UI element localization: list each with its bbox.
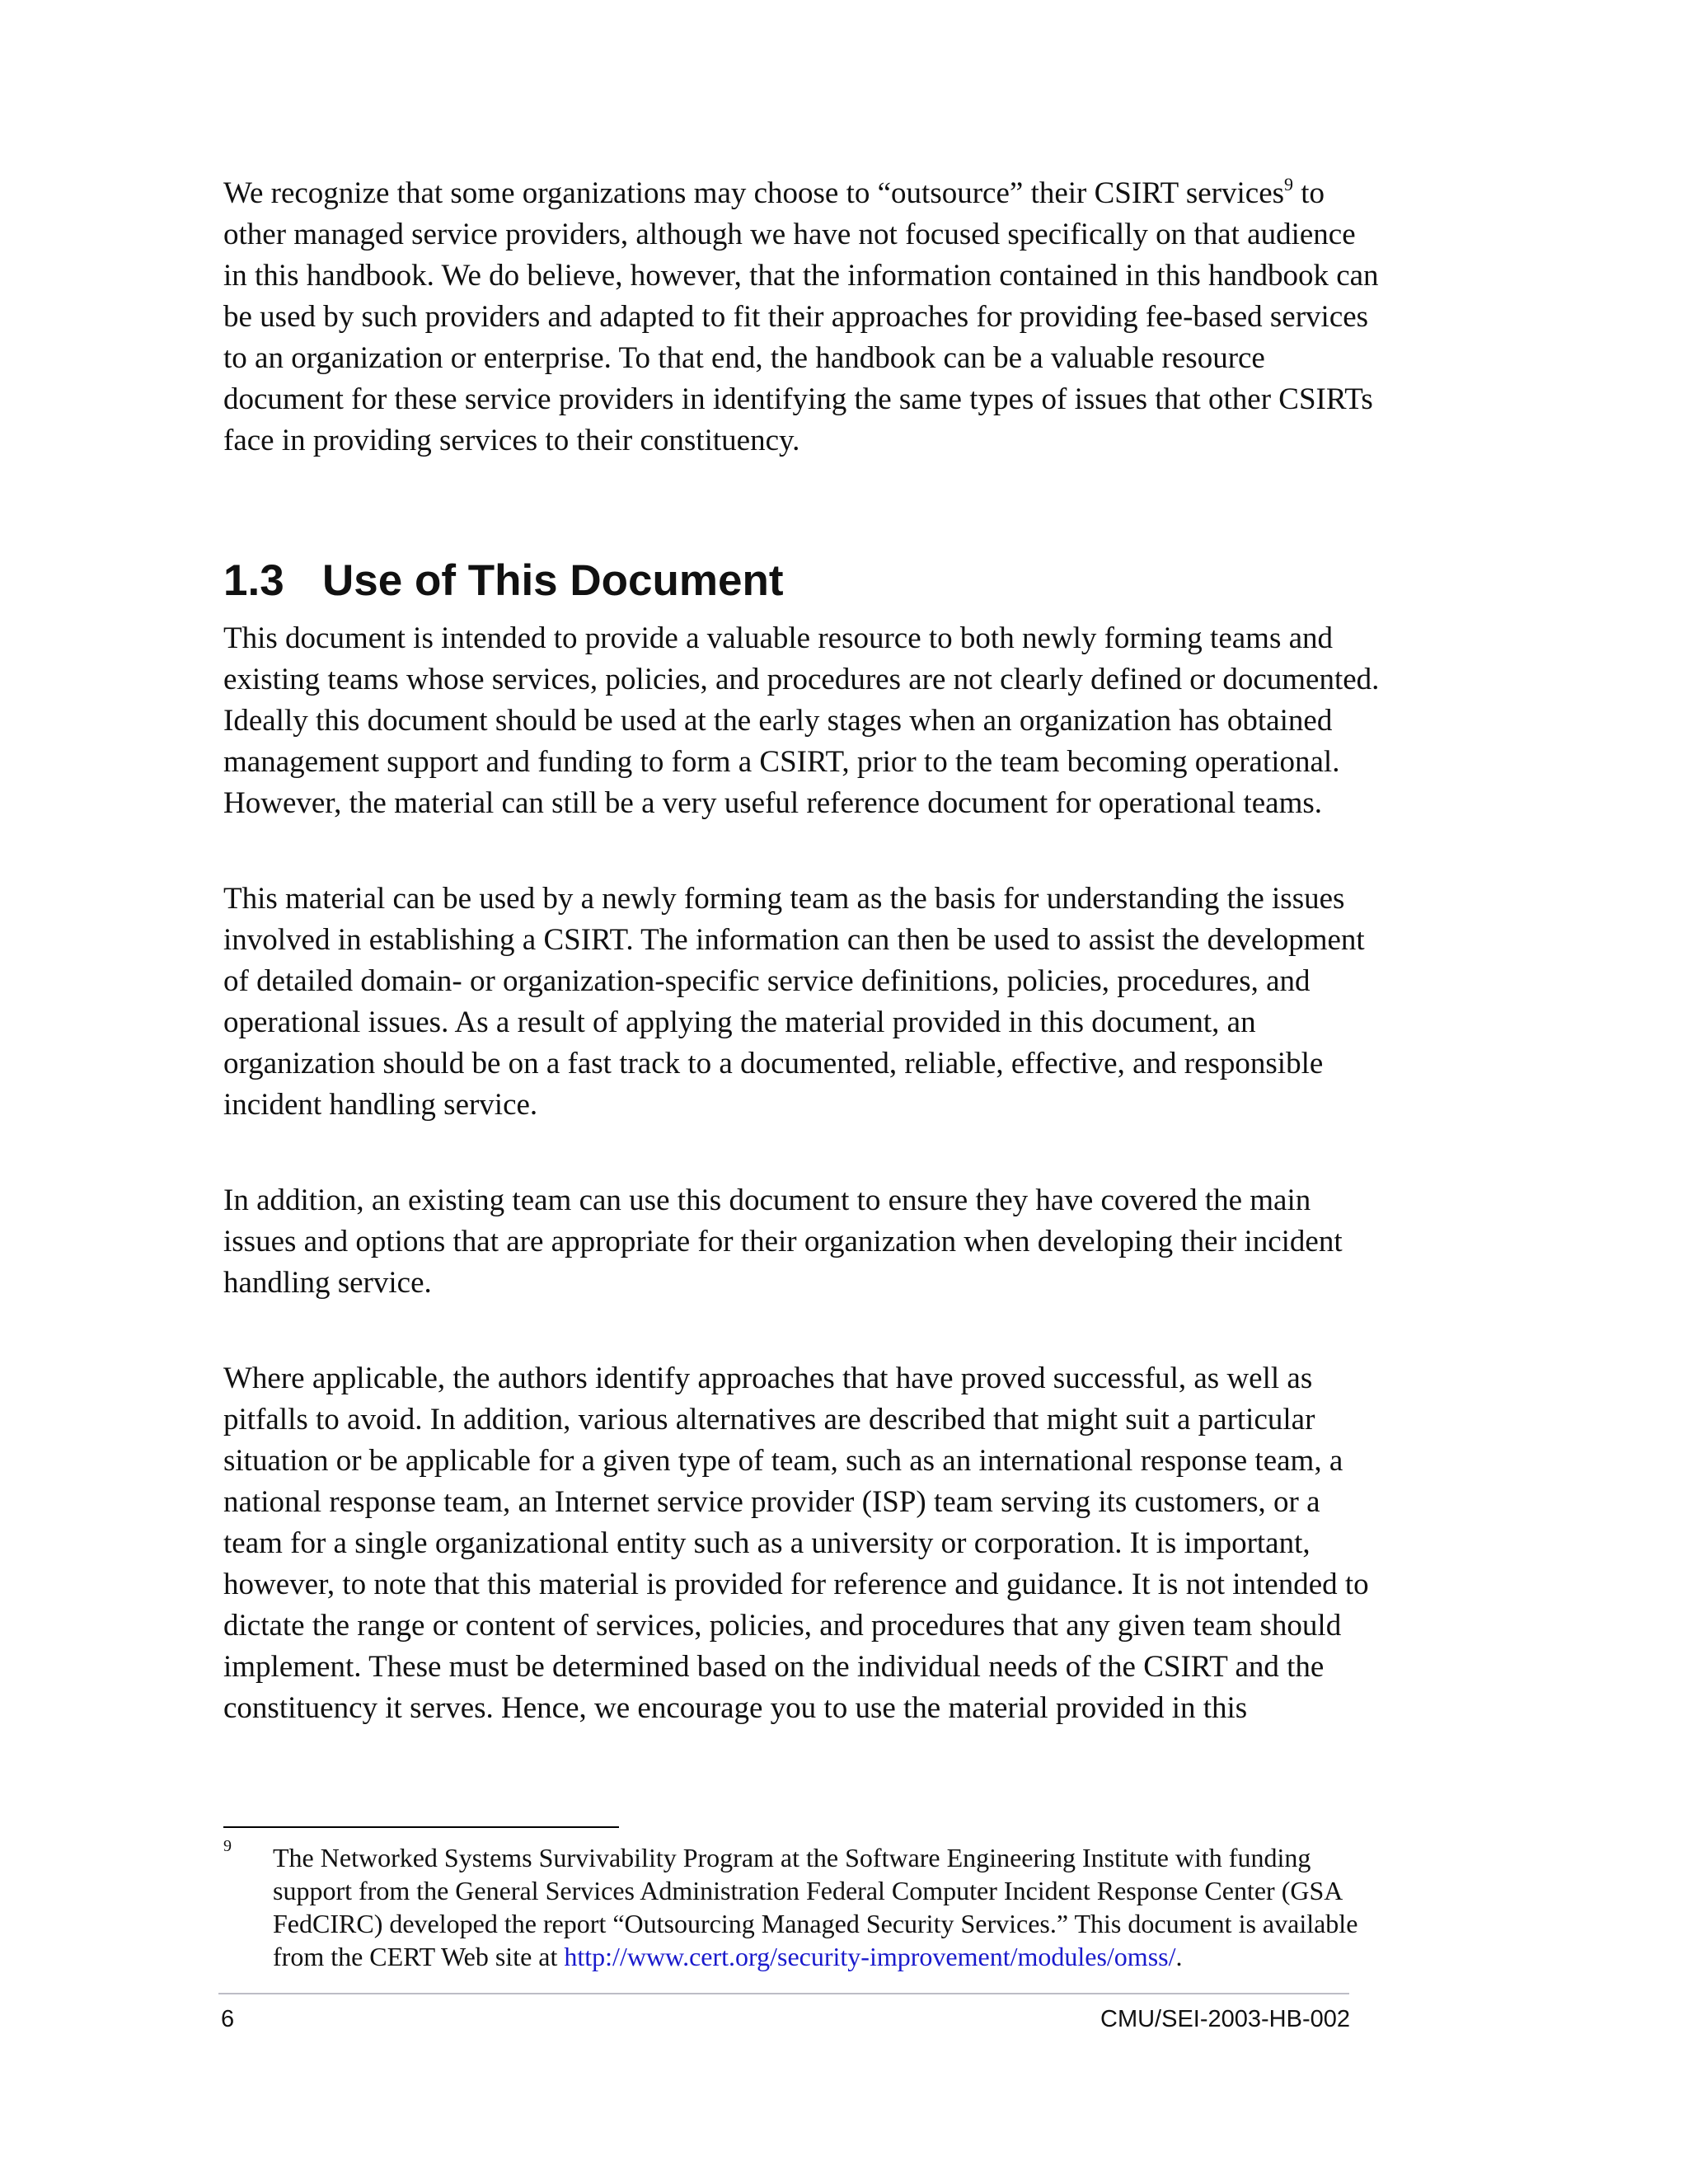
page-number: 6 [221, 2006, 235, 2032]
section-heading [223, 552, 1386, 610]
paragraph-purpose: This document is intended to provide a valuable resource to both newly forming teams and existing teams whose services, policies, and procedures are not clearly defined or documented. Ideally this document should be used at the early stages when an organization has obtained management support and funding to form a CSIRT, prior to the team becoming operational. However, the material can still be a very useful reference document for operational teams. [223, 621, 1380, 820]
intro-paragraph-rest: to other managed service providers, although we have not focused specifically on that audience in this handbook. We do believe, however, that the information contained in this handbook can be used by such providers and adapted to fit their approaches for providing fee-based services to an organization or enterprise. To that end, the handbook can be a valuable resource document for these service providers in identifying the same types of issues that other CSIRTs face in providing services to their constituency. [223, 176, 1379, 457]
intro-paragraph [223, 173, 1386, 462]
paragraph-approaches: Where applicable, the authors identify approaches that have proved successful, as well as pitfalls to avoid. In addition, various alternatives are described that might suit a particular situation or be applicable for a given type of team, such as an international response team, a national response team, an Internet service provider (ISP) team serving its customers, or a team for a single organizational entity such as a university or corporation. It is important, however, to note that this material is provided for reference and guidance. It is not intended to dictate the range or content of services, policies, and procedures that any given team should implement. These must be determined based on the individual needs of the CSIRT and the constituency it serves. Hence, we encourage you to use the material provided in this [223, 1361, 1369, 1725]
paragraph-existing-teams: In addition, an existing team can use this document to ensure they have covered the main issues and options that are appropriate for their organization when developing their incident handling service. [223, 1183, 1343, 1300]
footnote [223, 1837, 1386, 1973]
footnote-reference[interactable]: 9 [1284, 174, 1294, 194]
footnote-text-block [273, 1841, 1386, 1973]
footnote-text: The Networked Systems Survivability Program at the Software Engineering Institute with funding support from the General Services Administration Federal Computer Incident Response Center (GSA FedCIRC) developed the report “Outsourcing Managed Security Services.” This document is available from the CERT Web site at [273, 1843, 1358, 1971]
footer-divider [218, 1993, 1349, 1994]
intro-paragraph-text: We recognize that some organizations may choose to “outsource” their CSIRT services [223, 176, 1285, 210]
page-body [223, 173, 1386, 1729]
paragraph-new-teams: This material can be used by a newly forming team as the basis for understanding the issues involved in establishing a CSIRT. The information can then be used to assist the development of detailed domain- or organization-specific service definitions, policies, procedures, and operational issues. As a result of applying the material provided in this document, an organization should be on a fast track to a documented, reliable, effective, and responsible incident handling service. [223, 882, 1365, 1122]
section-number: 1.3 [223, 556, 284, 605]
section-title: Use of This Document [322, 556, 784, 605]
footnote-mark: 9 [223, 1837, 232, 1855]
footnote-link[interactable]: http://www.cert.org/security-improvement/modules/omss/ [564, 1942, 1176, 1971]
footnote-divider [223, 1826, 619, 1828]
document-id: CMU/SEI-2003-HB-002 [1100, 2006, 1350, 2032]
footnote-trailing: . [1175, 1942, 1183, 1971]
